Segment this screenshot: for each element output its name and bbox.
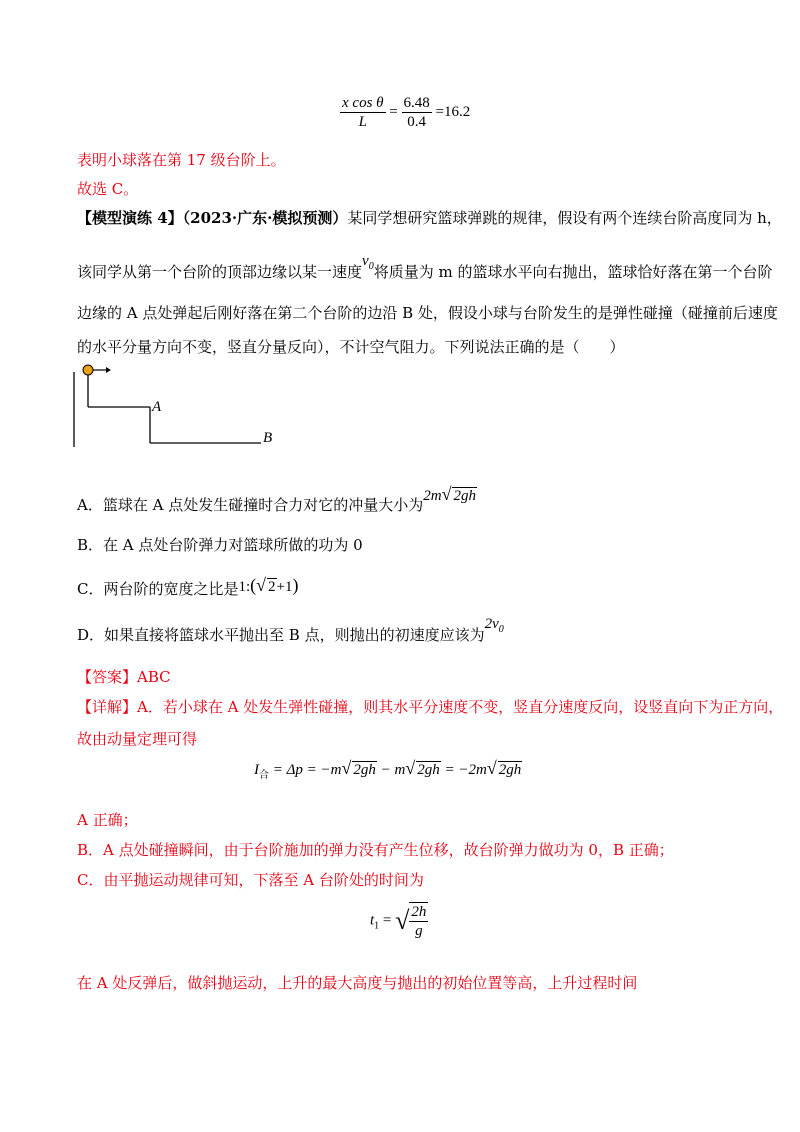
option-c: C．两台阶的宽度之比是1:(√ 2+1) xyxy=(77,575,299,598)
prev-choice: 故选 C。 xyxy=(77,180,139,198)
detail-a-correct: A 正确； xyxy=(77,811,138,829)
staircase-figure xyxy=(66,362,296,457)
detail-last-line: 在 A 处反弹后，做斜抛运动，上升的最大高度与抛出的初始位置等高，上升过程时间 xyxy=(77,974,638,992)
option-a: A．篮球在 A 点处发生碰撞时合力对它的冲量大小为2m√ 2gh xyxy=(77,484,476,514)
answer-line: 【答案】ABC xyxy=(77,668,171,686)
frac1-den: L xyxy=(358,114,367,130)
time-equation: $t_1$ = √ $\frac{2h}{g}$ xyxy=(370,904,427,939)
problem-source: （2023·广东·模拟预测） xyxy=(182,209,348,227)
problem-line-4: 的水平分量方向不变，竖直分量反向），不计空气阻力。下列说法正确的是（ ） xyxy=(77,338,625,356)
basketball-icon xyxy=(83,365,93,375)
point-b-label: B xyxy=(263,430,273,446)
option-b: B．在 A 点处台阶弹力对篮球所做的功为 0 xyxy=(77,536,363,554)
detail-line-2: 故由动量定理可得 xyxy=(77,730,198,748)
problem-text-2b: 将质量为 m 的篮球水平向右抛出，篮球恰好落在第一个台阶 xyxy=(373,263,773,281)
problem-tag: 【模型演练 4】 xyxy=(77,209,183,227)
formula-position-ratio: $\frac{\text{x cos θ}}{L}$ = $\frac{6.48}{0.4}$ =16.2 xyxy=(342,95,471,130)
momentum-equation: $I_合 = \Delta p = -m√$ 2gh − m√ 2gh = −2m√ 2gh xyxy=(254,758,522,781)
option-d: D．如果直接将篮球水平抛出至 B 点，则抛出的初速度应该为$2v_0$ xyxy=(77,616,504,644)
problem-line-2 xyxy=(77,253,773,289)
frac2-num: 6.48 xyxy=(403,95,430,111)
prev-conclusion: 表明小球落在第 17 级台阶上。 xyxy=(77,151,286,169)
detail-tag: 【详解】 xyxy=(77,698,138,716)
formula1-result: 16.2 xyxy=(443,103,471,120)
detail-c-line: C．由平抛运动规律可知，下落至 A 台阶处的时间为 xyxy=(77,871,424,889)
problem-line-3: 边缘的 A 点处弹起后刚好落在第二个台阶的边沿 B 处，假设小球与台阶发生的是弹性碰撞（碰撞前后速度 xyxy=(77,304,778,322)
detail-line-1: 【详解】A．若小球在 A 处发生弹性碰撞，则其水平分速度不变，竖直分速度反向，设竖直向下为正方向， xyxy=(77,698,784,716)
detail-b-line: B．A 点处碰撞瞬间，由于台阶施加的弹力没有产生位移，故台阶弹力做功为 0，B 正确； xyxy=(77,841,674,859)
v0-symbol: $v_0$ xyxy=(362,253,374,272)
arrow-head-icon xyxy=(106,367,111,373)
point-a-label: A xyxy=(152,399,162,415)
problem-text-2a: 该同学从第一个台阶的顶部边缘以某一速度 xyxy=(77,263,363,281)
problem-line-1 xyxy=(77,208,782,228)
problem-text-1: 某同学想研究篮球弹跳的规律，假设有两个连续台阶高度同为 h， xyxy=(347,209,782,227)
frac2-den: 0.4 xyxy=(407,114,426,130)
frac1-num: x cos θ xyxy=(342,95,384,111)
